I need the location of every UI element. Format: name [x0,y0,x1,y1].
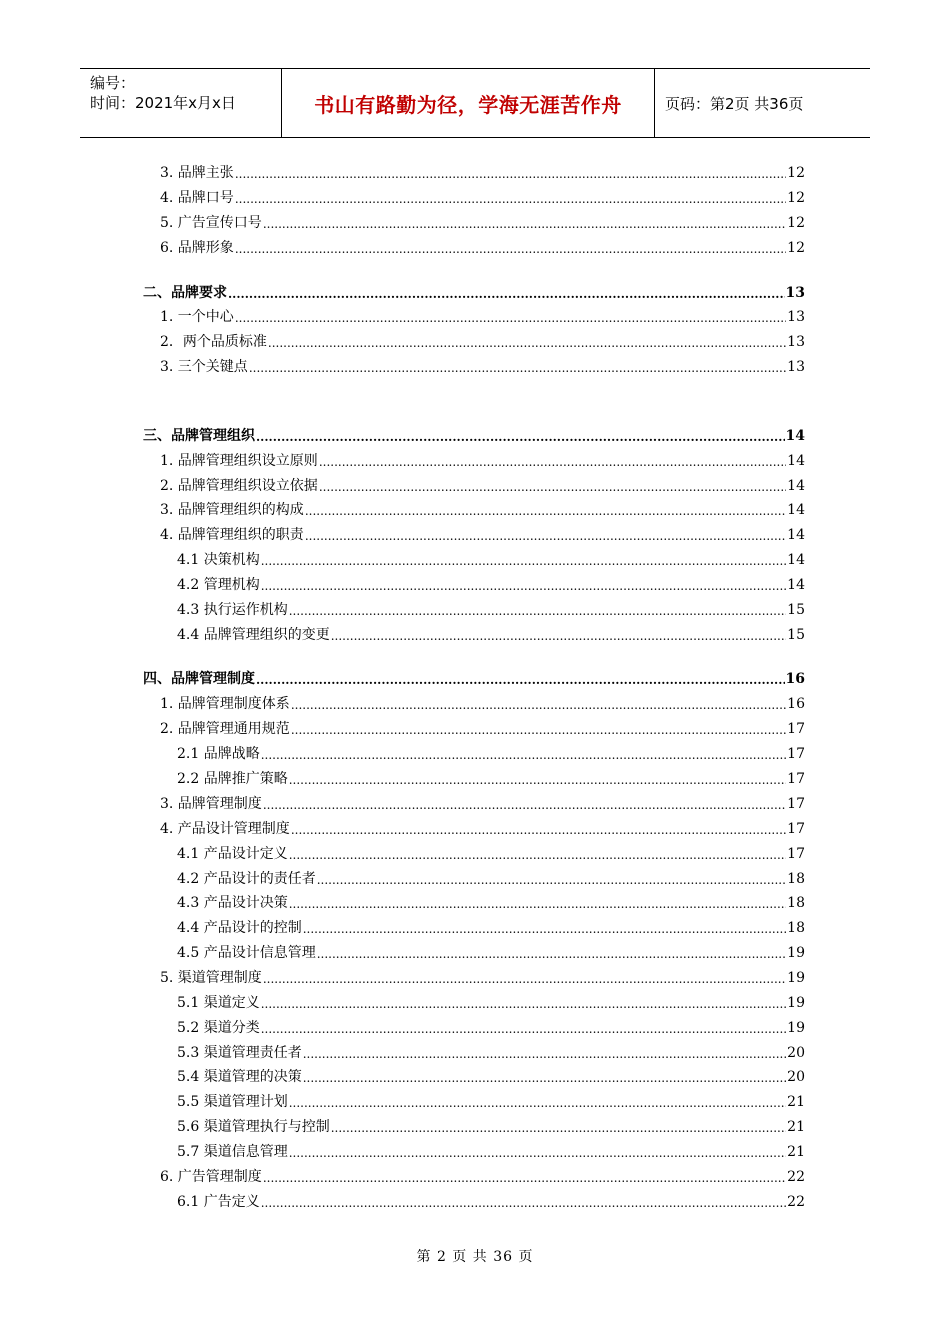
toc-leader-dots [303,1046,786,1062]
toc-entry[interactable] [143,423,805,445]
toc-entry-label: 1. 一个中心 [160,309,234,325]
toc-entry-page: 13 [787,359,805,375]
toc-entry-page: 21 [787,1094,805,1110]
toc-leader-dots [268,335,786,351]
toc-entry-label: 4.4 产品设计的控制 [177,920,302,936]
toc-entry-page: 12 [787,240,805,256]
toc-leader-dots [228,286,785,302]
toc-entry-page: 13 [787,309,805,325]
toc-entry-page: 14 [785,428,805,444]
toc-entry[interactable] [160,1164,805,1186]
toc-leader-dots [261,747,786,763]
toc-entry[interactable] [160,965,805,987]
toc-entry[interactable] [160,185,805,207]
toc-entry-label: 4.5 产品设计信息管理 [177,945,316,961]
document-time-label: 时间：2021年x月x日 [90,94,236,112]
toc-entry-page: 18 [787,895,805,911]
toc-entry-label: 5.6 渠道管理执行与控制 [177,1119,330,1135]
toc-entry-label: 6. 品牌形象 [160,240,234,256]
toc-entry-label: 1. 品牌管理组织设立原则 [160,453,318,469]
toc-entry[interactable] [160,354,805,376]
toc-entry-page: 14 [787,502,805,518]
toc-leader-dots [317,872,786,888]
toc-leader-dots [289,772,786,788]
toc-entry[interactable] [177,572,805,594]
toc-entry[interactable] [143,666,805,688]
toc-entry-label: 4.1 产品设计定义 [177,846,288,862]
toc-entry-label: 4.3 执行运作机构 [177,602,288,618]
toc-entry[interactable] [160,473,805,495]
toc-entry[interactable] [177,1015,805,1037]
toc-entry-page: 12 [787,215,805,231]
toc-entry-page: 12 [787,190,805,206]
toc-leader-dots [289,847,786,863]
toc-entry[interactable] [160,691,805,713]
toc-entry-label: 4.4 品牌管理组织的变更 [177,627,330,643]
toc-entry-label: 4.2 产品设计的责任者 [177,871,316,887]
header-motto: 书山有路勤为径，学海无涯苦作舟 [314,92,622,117]
page-footer: 第 2 页 共 36 页 [416,1249,534,1265]
toc-entry[interactable] [160,160,805,182]
toc-leader-dots [261,578,786,594]
toc-entry-label: 5.4 渠道管理的决策 [177,1069,302,1085]
toc-entry-page: 16 [785,671,805,687]
toc-entry-page: 14 [787,478,805,494]
toc-entry[interactable] [177,1189,805,1211]
toc-entry[interactable] [177,890,805,912]
toc-entry-page: 20 [787,1069,805,1085]
toc-leader-dots [256,429,785,445]
toc-leader-dots [263,797,786,813]
toc-entry-page: 17 [787,846,805,862]
toc-leader-dots [263,216,786,232]
toc-entry-page: 14 [787,527,805,543]
toc-leader-dots [305,528,786,544]
toc-entry-label: 四、品牌管理制度 [143,671,255,687]
toc-entry-label: 5.1 渠道定义 [177,995,260,1011]
toc-entry[interactable] [177,766,805,788]
toc-entry-label: 4. 品牌口号 [160,190,234,206]
toc-entry-page: 17 [787,771,805,787]
toc-entry[interactable] [160,716,805,738]
toc-entry-label: 3. 品牌主张 [160,165,234,181]
toc-entry[interactable] [160,448,805,470]
toc-leader-dots [235,241,786,257]
toc-leader-dots [303,1070,786,1086]
toc-entry-label: 3. 品牌管理组织的构成 [160,502,304,518]
toc-leader-dots [261,1195,786,1211]
toc-leader-dots [261,996,786,1012]
toc-entry-label: 三、品牌管理组织 [143,428,255,444]
toc-entry-page: 13 [785,285,805,301]
toc-entry[interactable] [160,816,805,838]
toc-leader-dots [235,166,786,182]
toc-entry-label: 2．两个品质标准 [160,334,267,350]
toc-entry-page: 17 [787,796,805,812]
toc-leader-dots [289,896,786,912]
toc-entry[interactable] [177,1064,805,1086]
toc-entry-label: 4.3 产品设计决策 [177,895,288,911]
toc-leader-dots [291,697,786,713]
toc-entry-page: 17 [787,721,805,737]
toc-entry-label: 2.1 品牌战略 [177,746,260,762]
toc-entry-label: 2.2 品牌推广策略 [177,771,288,787]
toc-entry-label: 4.1 决策机构 [177,552,260,568]
toc-entry[interactable] [177,622,805,644]
toc-entry-label: 5.5 渠道管理计划 [177,1094,288,1110]
toc-entry-page: 14 [787,577,805,593]
toc-entry-page: 19 [787,995,805,1011]
toc-entry[interactable] [160,329,805,351]
toc-leader-dots [235,310,786,326]
toc-entry[interactable] [160,210,805,232]
toc-entry[interactable] [160,497,805,519]
toc-entry[interactable] [160,522,805,544]
toc-leader-dots [303,921,786,937]
toc-entry-page: 13 [787,334,805,350]
toc-entry[interactable] [177,915,805,937]
toc-leader-dots [291,822,786,838]
toc-entry-label: 5.7 渠道信息管理 [177,1144,288,1160]
toc-entry-label: 4.2 管理机构 [177,577,260,593]
toc-entry-page: 14 [787,552,805,568]
toc-entry[interactable] [177,990,805,1012]
toc-entry[interactable] [143,280,805,302]
toc-entry[interactable] [177,940,805,962]
toc-leader-dots [331,628,786,644]
toc-entry-label: 5.2 渠道分类 [177,1020,260,1036]
toc-entry-label: 4. 产品设计管理制度 [160,821,290,837]
toc-entry-page: 19 [787,945,805,961]
toc-entry[interactable] [177,597,805,619]
toc-leader-dots [319,454,786,470]
toc-entry-label: 4. 品牌管理组织的职责 [160,527,304,543]
toc-entry-page: 20 [787,1045,805,1061]
toc-entry-page: 21 [787,1144,805,1160]
toc-entry-label: 5. 广告宣传口号 [160,215,262,231]
toc-entry-page: 18 [787,920,805,936]
toc-entry-page: 19 [787,970,805,986]
toc-entry[interactable] [160,791,805,813]
toc-leader-dots [256,672,785,688]
toc-leader-dots [305,503,786,519]
toc-leader-dots [319,479,786,495]
toc-leader-dots [291,722,786,738]
toc-entry-label: 3. 品牌管理制度 [160,796,262,812]
toc-leader-dots [289,1095,786,1111]
header-page-info: 页码：第2页 共36页 [665,94,804,113]
toc-leader-dots [289,603,786,619]
toc-entry-page: 22 [787,1194,805,1210]
toc-leader-dots [331,1120,786,1136]
toc-entry[interactable] [160,304,805,326]
toc-leader-dots [263,1170,786,1186]
toc-entry-label: 5.3 渠道管理责任者 [177,1045,302,1061]
toc-entry-page: 16 [787,696,805,712]
toc-entry[interactable] [177,841,805,863]
toc-entry-page: 18 [787,871,805,887]
toc-leader-dots [261,553,786,569]
toc-leader-dots [261,1021,786,1037]
toc-entry-label: 2. 品牌管理组织设立依据 [160,478,318,494]
toc-leader-dots [235,191,786,207]
toc-entry[interactable] [177,547,805,569]
toc-entry-label: 6.1 广告定义 [177,1194,260,1210]
toc-leader-dots [289,1145,786,1161]
toc-leader-dots [317,946,786,962]
toc-entry[interactable] [177,1040,805,1062]
toc-entry-page: 12 [787,165,805,181]
toc-entry-page: 17 [787,821,805,837]
toc-entry-label: 1. 品牌管理制度体系 [160,696,290,712]
toc-entry-page: 14 [787,453,805,469]
toc-entry-page: 22 [787,1169,805,1185]
toc-leader-dots [263,971,786,987]
toc-entry[interactable] [177,741,805,763]
toc-leader-dots [249,360,786,376]
document-number-label: 编号： [90,74,136,92]
toc-entry-page: 21 [787,1119,805,1135]
toc-entry[interactable] [160,235,805,257]
toc-entry-label: 5. 渠道管理制度 [160,970,262,986]
toc-entry-page: 19 [787,1020,805,1036]
toc-entry-page: 15 [787,627,805,643]
toc-entry-label: 3. 三个关键点 [160,359,248,375]
toc-entry-label: 二、品牌要求 [143,285,227,301]
toc-entry-label: 6. 广告管理制度 [160,1169,262,1185]
toc-entry[interactable] [177,1139,805,1161]
toc-entry-label: 2. 品牌管理通用规范 [160,721,290,737]
toc-entry-page: 15 [787,602,805,618]
toc-entry[interactable] [177,866,805,888]
toc-entry-page: 17 [787,746,805,762]
toc-entry[interactable] [177,1114,805,1136]
toc-entry[interactable] [177,1089,805,1111]
